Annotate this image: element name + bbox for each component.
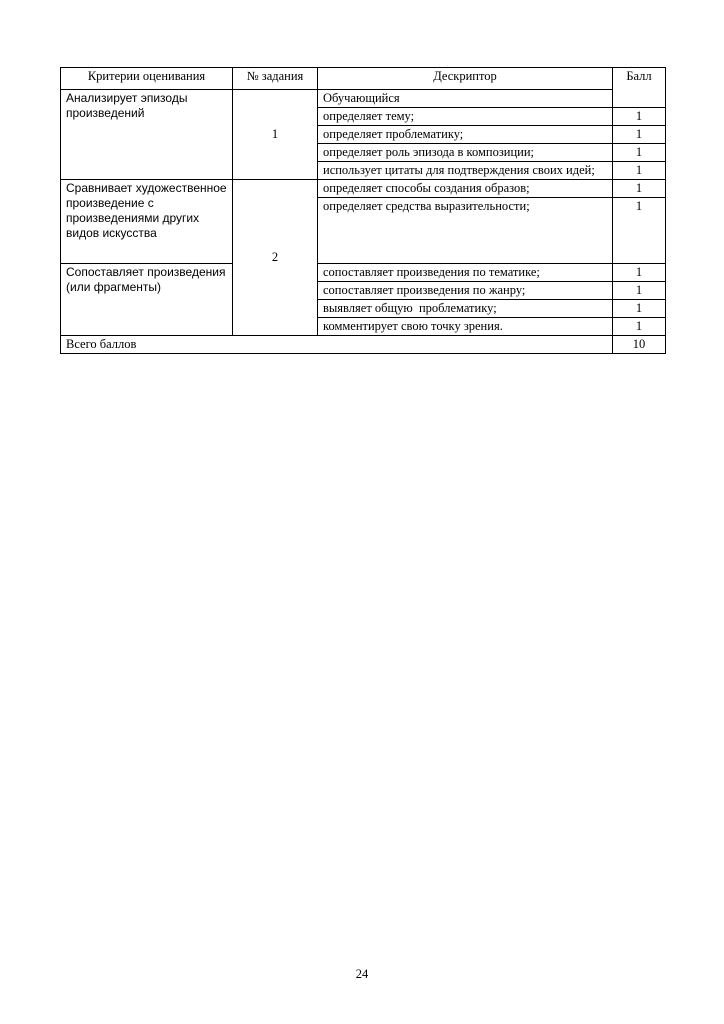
criteria-cell: Сопоставляет произведения (или фрагменты) — [61, 264, 233, 336]
descriptor-cell: определяет средства выразительности; — [318, 198, 613, 264]
score-cell: 1 — [613, 108, 666, 126]
descriptor-cell: определяет роль эпизода в композиции; — [318, 144, 613, 162]
header-task: № задания — [233, 68, 318, 90]
task-number-cell: 1 — [233, 90, 318, 180]
page-number: 24 — [355, 967, 369, 981]
descriptor-cell: выявляет общую проблематику; — [318, 300, 613, 318]
score-cell: 1 — [613, 300, 666, 318]
score-cell: 1 — [613, 318, 666, 336]
assessment-rubric-table — [60, 67, 666, 354]
descriptor-cell: сопоставляет произведения по жанру; — [318, 282, 613, 300]
task-number-cell: 2 — [233, 180, 318, 336]
descriptor-cell: использует цитаты для подтверждения своих идей; — [318, 162, 613, 180]
score-cell: 1 — [613, 144, 666, 162]
descriptor-cell: сопоставляет произведения по тематике; — [318, 264, 613, 282]
header-criteria: Критерии оценивания — [61, 68, 233, 90]
descriptor-cell: определяет проблематику; — [318, 126, 613, 144]
table-row — [61, 180, 666, 198]
total-row — [61, 336, 666, 354]
criteria-cell: Сравнивает художественное произведение с произведениями других видов искусства — [61, 180, 233, 264]
header-descriptor: Дескриптор — [318, 68, 613, 90]
descriptor-subheader: Обучающийся — [318, 90, 613, 108]
score-cell: 1 — [613, 162, 666, 180]
table-row — [61, 90, 666, 108]
total-score: 10 — [613, 336, 666, 354]
score-cell: 1 — [613, 264, 666, 282]
descriptor-cell: комментирует свою точку зрения. — [318, 318, 613, 336]
table-row — [61, 264, 666, 282]
total-label: Всего баллов — [61, 336, 613, 354]
header-row — [61, 68, 666, 90]
descriptor-cell: определяет способы создания образов; — [318, 180, 613, 198]
score-cell: 1 — [613, 198, 666, 264]
score-cell: 1 — [613, 180, 666, 198]
score-cell: 1 — [613, 282, 666, 300]
criteria-cell: Анализирует эпизоды произведений — [61, 90, 233, 180]
descriptor-cell: определяет тему; — [318, 108, 613, 126]
header-score: Балл — [613, 68, 666, 108]
score-cell: 1 — [613, 126, 666, 144]
